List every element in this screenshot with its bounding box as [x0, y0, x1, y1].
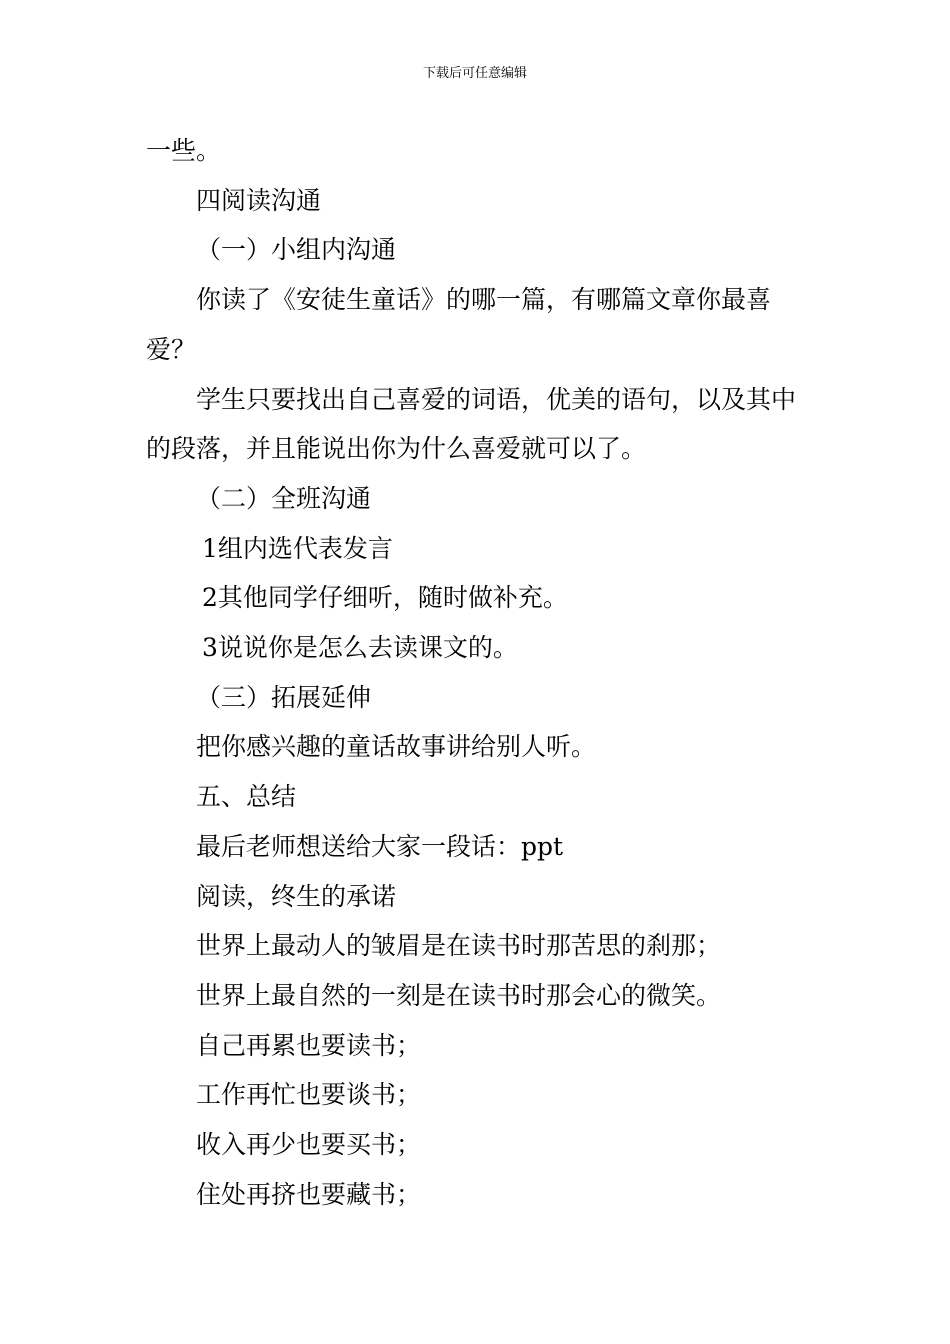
- poem-line: 世界上最自然的一刻是在读书时那会心的微笑。: [196, 980, 722, 1010]
- poem-line: 自己再累也要读书；: [196, 1030, 422, 1060]
- section-heading: 五、总结: [196, 782, 297, 812]
- poem-line: 收入再少也要买书；: [196, 1130, 422, 1160]
- subsection-heading: （一）小组内沟通: [196, 235, 397, 265]
- paragraph: 最后老师想送给大家一段话：ppt: [196, 831, 564, 861]
- poem-line: 住处再挤也要藏书；: [196, 1179, 422, 1209]
- page-header: 下载后可任意编辑: [422, 66, 527, 81]
- list-item: 1组内选代表发言: [202, 533, 393, 563]
- paragraph: 学生只要找出自己喜爱的词语，优美的语句，以及其中的段落，并且能说出你为什么喜爱就可以了。: [146, 384, 797, 464]
- list-item: 2其他同学仔细听，随时做补充。: [202, 583, 568, 613]
- poem-line: 工作再忙也要谈书；: [196, 1080, 422, 1110]
- subsection-heading: （三）拓展延伸: [196, 682, 372, 712]
- list-item: 3说说你是怎么去读课文的。: [202, 633, 518, 663]
- paragraph: 把你感兴趣的童话故事讲给别人听。: [196, 732, 597, 762]
- document-body: [146, 126, 810, 1219]
- poem-line: 世界上最动人的皱眉是在读书时那苦思的刹那；: [196, 931, 722, 961]
- subsection-heading: （二）全班沟通: [196, 483, 372, 513]
- section-heading: 四阅读沟通: [196, 185, 322, 215]
- paragraph: 你读了《安徒生童话》的哪一篇，有哪篇文章你最喜爱？: [146, 285, 772, 364]
- poem-line: 阅读，终生的承诺: [196, 881, 397, 911]
- paragraph: 一些。: [146, 136, 222, 165]
